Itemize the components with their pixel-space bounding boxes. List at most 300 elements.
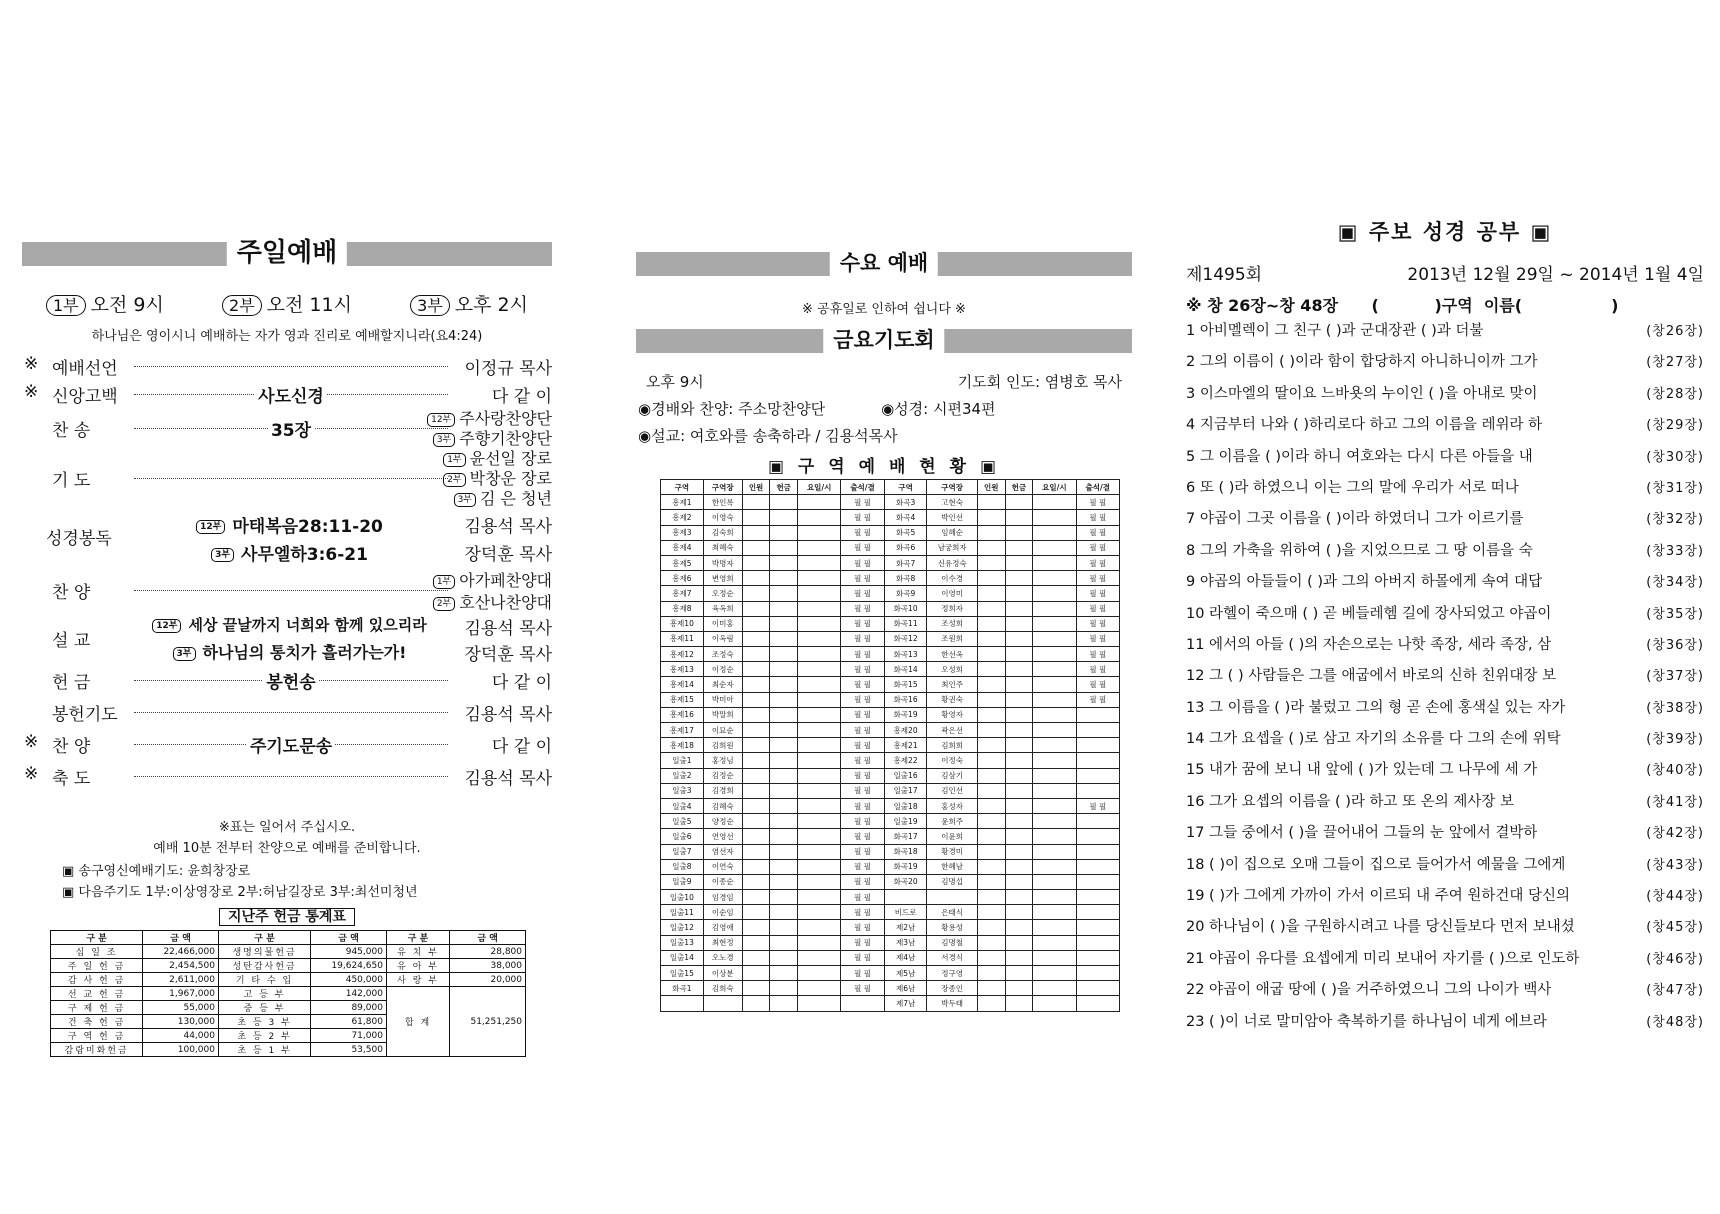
leader-dots	[134, 366, 448, 367]
table-cell: 김희원	[703, 738, 742, 753]
reading-text: 3부 사무엘하3:6-21	[134, 540, 448, 565]
table-cell	[770, 692, 798, 707]
table-cell	[1076, 920, 1119, 935]
table-row	[661, 555, 1120, 570]
table-cell	[798, 586, 841, 601]
leader-dots	[134, 478, 448, 479]
table-cell: 이종순	[703, 874, 742, 889]
table-cell	[1076, 707, 1119, 722]
order-label: 찬 양	[52, 737, 91, 757]
service-tag: 2부	[222, 295, 262, 316]
table-cell	[703, 996, 742, 1011]
table-cell: 흥제13	[661, 662, 704, 677]
table-cell	[770, 890, 798, 905]
table-cell: 황권숙	[927, 692, 977, 707]
table-header: 구 분 금 액 구 분 금 액 구 분 금 액	[51, 931, 526, 945]
table-cell: 김인선	[927, 783, 977, 798]
table-cell	[1076, 738, 1119, 753]
question-item	[1186, 630, 1704, 661]
question-item	[1186, 850, 1704, 881]
table-cell: 필 필	[841, 798, 884, 813]
table-row	[661, 783, 1120, 798]
praise-group-1	[433, 568, 552, 591]
table-cell: 필 필	[1076, 692, 1119, 707]
service-time-2	[222, 290, 352, 317]
announcements	[22, 816, 552, 900]
table-cell: 연영선	[703, 829, 742, 844]
table-cell	[1005, 586, 1033, 601]
header-cell: 헌금	[770, 480, 798, 495]
table-cell: 이옥림	[703, 631, 742, 646]
table-cell	[1033, 814, 1076, 829]
table-cell: 한인록	[703, 495, 742, 510]
table-cell: 이영미	[927, 586, 977, 601]
standing-mark: ※	[24, 354, 39, 374]
table-cell	[1005, 996, 1033, 1011]
table-cell: 흥제17	[661, 723, 704, 738]
table-cell	[1005, 677, 1033, 692]
table-cell: 이상분	[703, 966, 742, 981]
table-row	[661, 920, 1120, 935]
table-cell	[977, 571, 1005, 586]
question-text: 16 그가 요셉의 이름을 ( )라 하고 또 온의 제사장 보	[1186, 793, 1514, 810]
table-cell: 흥제1	[661, 495, 704, 510]
table-cell	[1005, 601, 1033, 616]
table-cell: 김숙희	[703, 525, 742, 540]
table-row	[661, 874, 1120, 889]
table-cell	[742, 692, 770, 707]
question-item	[1186, 473, 1704, 504]
question-text: 5 그 이름을 ( )이라 하니 여호와는 다시 다른 아들을 내	[1186, 448, 1533, 465]
table-cell: 육옥희	[703, 601, 742, 616]
table-cell	[977, 890, 1005, 905]
table-cell: 흥제2	[661, 510, 704, 525]
table-cell	[1033, 996, 1076, 1011]
question-text: 4 지금부터 나와 ( )하리로다 하고 그의 이름을 레위라 하	[1186, 417, 1543, 434]
table-cell: 일출11	[661, 905, 704, 920]
table-cell	[661, 996, 704, 1011]
table-cell: 화곡18	[884, 844, 927, 859]
table-row	[661, 753, 1120, 768]
question-item	[1186, 1007, 1704, 1038]
date-range: 2013년 12월 29일 ~ 2014년 1월 4일	[1407, 265, 1704, 285]
table-cell: 이연숙	[703, 859, 742, 874]
question-text: 13 그 이름을 ( )라 불렀고 그의 형 곧 손에 홍색실 있는 자가	[1186, 699, 1566, 716]
table-cell	[1005, 798, 1033, 813]
table-cell: 임경임	[703, 890, 742, 905]
question-reference: (창35장)	[1646, 606, 1704, 622]
reading-text: 12부 마태복음28:11-20	[134, 512, 448, 537]
table-cell	[977, 495, 1005, 510]
table-cell: 김정순	[703, 768, 742, 783]
table-cell: 오노경	[703, 950, 742, 965]
order-label: 예배선언	[52, 359, 118, 379]
table-row: 감람미화헌금 100,000 초 등 1 부 53,500	[51, 1043, 526, 1057]
header-cell: 구역	[884, 480, 927, 495]
offering-table	[50, 930, 526, 1057]
table-cell	[742, 753, 770, 768]
chapter-range: ※ 창 26장~창 48장 ( )구역 이름( )	[1186, 296, 1619, 315]
table-cell: 흥제6	[661, 571, 704, 586]
table-cell: 필 필	[841, 950, 884, 965]
table-cell: 필 필	[841, 935, 884, 950]
table-cell: 화곡16	[884, 692, 927, 707]
table-cell: 흥제11	[661, 631, 704, 646]
question-text: 12 그 ( ) 사람들은 그를 애굽에서 바로의 신하 친위대장 보	[1186, 668, 1557, 685]
table-cell: 조성희	[927, 616, 977, 631]
table-cell: 필 필	[841, 555, 884, 570]
table-cell: 일출8	[661, 859, 704, 874]
table-cell	[742, 510, 770, 525]
table-cell: 신유정숙	[927, 555, 977, 570]
table-cell	[1033, 540, 1076, 555]
table-row	[661, 707, 1120, 722]
table-cell: 윤희주	[927, 814, 977, 829]
table-cell	[742, 586, 770, 601]
table-cell: 필 필	[841, 920, 884, 935]
header-cell: 출석/결	[1076, 480, 1119, 495]
question-item	[1186, 410, 1704, 441]
table-cell: 필 필	[1076, 525, 1119, 540]
table-cell	[1033, 510, 1076, 525]
table-cell: 일출1	[661, 753, 704, 768]
table-cell	[770, 540, 798, 555]
table-cell: 필 필	[841, 814, 884, 829]
table-row	[661, 829, 1120, 844]
table-cell	[798, 677, 841, 692]
table-cell: 흥제20	[884, 723, 927, 738]
table-cell: 필 필	[841, 631, 884, 646]
header-cell: 인원	[977, 480, 1005, 495]
table-cell	[742, 920, 770, 935]
table-cell	[770, 829, 798, 844]
table-cell: 필 필	[841, 829, 884, 844]
table-cell	[1033, 874, 1076, 889]
friday-title: 금요기도회	[823, 325, 944, 355]
standing-mark: ※	[24, 382, 39, 402]
table-cell	[742, 950, 770, 965]
question-reference: (창45장)	[1646, 920, 1704, 936]
table-cell	[1076, 829, 1119, 844]
sunday-banner	[22, 238, 552, 268]
table-cell	[770, 525, 798, 540]
table-row	[661, 647, 1120, 662]
table-cell	[742, 571, 770, 586]
table-cell	[1005, 738, 1033, 753]
table-cell	[1033, 601, 1076, 616]
table-cell	[1033, 525, 1076, 540]
question-item	[1186, 567, 1704, 598]
question-reference: (창37장)	[1646, 669, 1704, 685]
table-cell	[770, 616, 798, 631]
question-item	[1186, 755, 1704, 786]
table-cell	[977, 677, 1005, 692]
table-cell	[770, 981, 798, 996]
leader-dots	[134, 776, 448, 777]
table-cell: 흥제5	[661, 555, 704, 570]
reading-leader: 김용석 목사	[464, 517, 552, 537]
header-cell: 구역장	[927, 480, 977, 495]
table-cell	[1005, 707, 1033, 722]
question-reference: (창28장)	[1646, 386, 1704, 402]
table-cell	[977, 935, 1005, 950]
table-cell: 황경미	[927, 844, 977, 859]
table-cell	[1033, 647, 1076, 662]
table-row: 건 축 헌 금 130,000 초 등 3 부 61,800	[51, 1015, 526, 1029]
table-cell: 이미홍	[703, 616, 742, 631]
question-reference: (창29장)	[1646, 418, 1704, 434]
table-row: 선 교 헌 금 1,967,000 고 등 부 142,000 합 계 51,251,250	[51, 987, 526, 1001]
question-reference: (창38장)	[1646, 700, 1704, 716]
table-cell	[977, 829, 1005, 844]
table-cell	[1005, 631, 1033, 646]
table-cell	[1033, 707, 1076, 722]
table-cell: 제6남	[884, 981, 927, 996]
table-cell	[1005, 905, 1033, 920]
table-cell	[1005, 890, 1033, 905]
table-row	[661, 723, 1120, 738]
table-cell	[1033, 555, 1076, 570]
table-cell	[770, 707, 798, 722]
table-cell	[977, 662, 1005, 677]
table-cell: 필 필	[841, 768, 884, 783]
table-cell: 오정순	[703, 586, 742, 601]
table-row	[661, 525, 1120, 540]
order-leader: 다 같 이	[491, 673, 552, 693]
group-name: 호산나찬양대	[459, 593, 552, 612]
table-cell	[1005, 783, 1033, 798]
total-amount: 51,251,250	[450, 987, 526, 1057]
standing-mark: ※	[24, 764, 39, 784]
table-cell	[1033, 586, 1076, 601]
table-row	[661, 859, 1120, 874]
question-item	[1186, 881, 1704, 912]
question-reference: (창33장)	[1646, 543, 1704, 559]
table-cell: 최인주	[927, 677, 977, 692]
table-cell: 제5남	[884, 966, 927, 981]
service-tag: 2부	[443, 473, 465, 487]
table-cell: 황용성	[927, 920, 977, 935]
table-cell: 화곡4	[884, 510, 927, 525]
table-cell	[798, 707, 841, 722]
table-cell: 흥제21	[884, 738, 927, 753]
table-cell	[798, 662, 841, 677]
table-cell: 흥제10	[661, 616, 704, 631]
table-cell: 최순자	[703, 677, 742, 692]
question-text: 21 야곱이 유다를 요셉에게 미리 보내어 자기를 ( )으로 인도하	[1186, 950, 1580, 967]
table-cell	[1033, 662, 1076, 677]
table-row	[661, 571, 1120, 586]
question-text: 2 그의 이름이 ( )이라 함이 합당하지 아니하니이까 그가	[1186, 354, 1538, 371]
table-cell: 정구영	[927, 966, 977, 981]
table-cell: 화곡13	[884, 647, 927, 662]
order-label: 봉헌기도	[52, 705, 118, 725]
table-cell	[1033, 905, 1076, 920]
table-cell: 고현숙	[927, 495, 977, 510]
table-cell	[1076, 950, 1119, 965]
table-cell	[742, 525, 770, 540]
table-cell: 화곡9	[884, 586, 927, 601]
table-cell: 김희희	[927, 738, 977, 753]
order-content: 사도신경	[134, 382, 448, 407]
district-table	[660, 479, 1120, 1012]
table-cell	[770, 935, 798, 950]
friday-leader: 기도회 인도: 염병호 목사	[957, 373, 1122, 391]
table-cell	[977, 692, 1005, 707]
table-cell: 오성희	[927, 662, 977, 677]
table-row	[661, 890, 1120, 905]
table-cell: 일출17	[884, 783, 927, 798]
table-cell	[1033, 631, 1076, 646]
table-cell: 김희숙	[703, 981, 742, 996]
question-item	[1186, 975, 1704, 1006]
table-cell	[742, 738, 770, 753]
table-cell: 필 필	[841, 723, 884, 738]
table-cell	[742, 723, 770, 738]
table-cell	[884, 890, 927, 905]
table-cell	[770, 768, 798, 783]
table-cell	[770, 555, 798, 570]
header-cell: 요일/시	[798, 480, 841, 495]
sermon-preacher: 김용석 목사	[464, 619, 552, 639]
table-cell	[1033, 950, 1076, 965]
table-cell	[1005, 935, 1033, 950]
table-cell	[1076, 768, 1119, 783]
table-cell: 화곡15	[884, 677, 927, 692]
table-cell	[798, 692, 841, 707]
table-cell	[977, 981, 1005, 996]
table-cell	[1033, 829, 1076, 844]
order-of-worship	[22, 350, 552, 820]
table-cell: 필 필	[1076, 616, 1119, 631]
service-tag: 3부	[410, 295, 450, 316]
table-cell	[977, 874, 1005, 889]
table-cell: 필 필	[841, 966, 884, 981]
table-cell	[1033, 753, 1076, 768]
table-cell: 흥제22	[884, 753, 927, 768]
table-cell	[742, 814, 770, 829]
table-cell	[1033, 783, 1076, 798]
table-cell: 일출3	[661, 783, 704, 798]
table-cell: 화곡10	[884, 601, 927, 616]
table-cell	[798, 798, 841, 813]
table-cell: 화곡6	[884, 540, 927, 555]
table-cell: 비드로	[884, 905, 927, 920]
table-cell	[1033, 859, 1076, 874]
question-reference: (창27장)	[1646, 355, 1704, 371]
table-cell	[798, 890, 841, 905]
table-cell: 양정순	[703, 814, 742, 829]
friday-header	[646, 371, 1122, 392]
table-cell: 필 필	[841, 753, 884, 768]
table-cell: 필 필	[841, 677, 884, 692]
header-cell: 출석/결	[841, 480, 884, 495]
table-cell	[1005, 510, 1033, 525]
table-cell	[742, 996, 770, 1011]
order-leader: 김용석 목사	[464, 705, 552, 725]
table-cell	[1005, 540, 1033, 555]
table-cell: 화곡3	[884, 495, 927, 510]
district-title: ▣ 구 역 예 배 현 황 ▣	[767, 457, 1001, 477]
table-cell: 필 필	[841, 616, 884, 631]
order-content: 35장	[134, 416, 448, 441]
table-row	[661, 814, 1120, 829]
table-cell	[977, 586, 1005, 601]
table-cell: 흥제14	[661, 677, 704, 692]
table-cell: 필 필	[841, 571, 884, 586]
table-cell: 이윤희	[927, 829, 977, 844]
friday-banner	[636, 325, 1132, 355]
table-cell: 장종인	[927, 981, 977, 996]
sunday-title: 주일예배	[227, 238, 347, 268]
table-cell	[1033, 935, 1076, 950]
friday-sermon: ◉설교: 여호와를 송축하라 / 김용석목사	[638, 427, 898, 445]
note-item-1: ▣ 송구영신예배기도: 윤희창장로	[62, 864, 251, 879]
person-name: 박창운 장로	[469, 469, 552, 488]
question-reference: (창40장)	[1646, 763, 1704, 779]
table-cell: 필 필	[1076, 586, 1119, 601]
table-cell: 정희자	[927, 601, 977, 616]
weekday-section	[636, 248, 1132, 1012]
table-cell	[977, 844, 1005, 859]
service-tag: 2부	[433, 597, 455, 611]
table-cell	[742, 677, 770, 692]
table-cell: 염선자	[703, 844, 742, 859]
note-stand: ※표는 일어서 주십시오.	[218, 820, 356, 835]
question-reference: (창32장)	[1646, 512, 1704, 528]
question-text: 6 또 ( )라 하였으니 이는 그의 말에 우리가 서로 떠나	[1186, 479, 1519, 496]
table-cell	[927, 890, 977, 905]
question-text: 22 야곱이 애굽 땅에 ( )을 거주하였으니 그의 나이가 백사	[1186, 982, 1552, 999]
table-cell	[742, 905, 770, 920]
table-cell	[770, 814, 798, 829]
table-cell: 박미아	[703, 692, 742, 707]
table-row	[661, 692, 1120, 707]
table-cell: 화곡8	[884, 571, 927, 586]
table-cell: 일출16	[884, 768, 927, 783]
table-cell	[977, 647, 1005, 662]
question-item	[1186, 536, 1704, 567]
bible-study-title: ▣ 주보 성경 공부 ▣	[1337, 220, 1553, 244]
question-item	[1186, 661, 1704, 692]
table-cell: 필 필	[1076, 540, 1119, 555]
total-label: 합 계	[386, 987, 449, 1057]
question-text: 1 아비멜렉이 그 친구 ( )과 군대장관 ( )과 더불	[1186, 323, 1484, 339]
table-cell	[770, 905, 798, 920]
question-reference: (창46장)	[1646, 951, 1704, 967]
wednesday-banner	[636, 248, 1132, 278]
table-cell	[1005, 692, 1033, 707]
table-cell	[1005, 814, 1033, 829]
header-cell: 구역장	[703, 480, 742, 495]
table-cell	[770, 571, 798, 586]
question-text: 19 ( )가 그에게 가까이 가서 이르되 내 주여 원하건대 당신의	[1186, 888, 1571, 905]
table-row: 주 일 헌 금 2,454,500 성탄감사헌금 19,624,650 유 아 부 38,000	[51, 959, 526, 973]
table-row	[661, 601, 1120, 616]
table-cell	[977, 950, 1005, 965]
question-reference: (창36장)	[1646, 637, 1704, 653]
table-cell: 필 필	[841, 844, 884, 859]
table-cell	[770, 495, 798, 510]
table-cell: 이묘순	[703, 723, 742, 738]
table-cell: 이정순	[703, 662, 742, 677]
table-cell	[1005, 981, 1033, 996]
theme-verse: 하나님은 영이시니 예배하는 자가 영과 진리로 예배할지니라(요4:24)	[91, 329, 483, 344]
table-cell: 제2남	[884, 920, 927, 935]
table-cell: 화곡7	[884, 555, 927, 570]
note-prep: 예배 10분 전부터 찬양으로 예배를 준비합니다.	[153, 841, 421, 856]
order-label: 기 도	[52, 471, 91, 491]
